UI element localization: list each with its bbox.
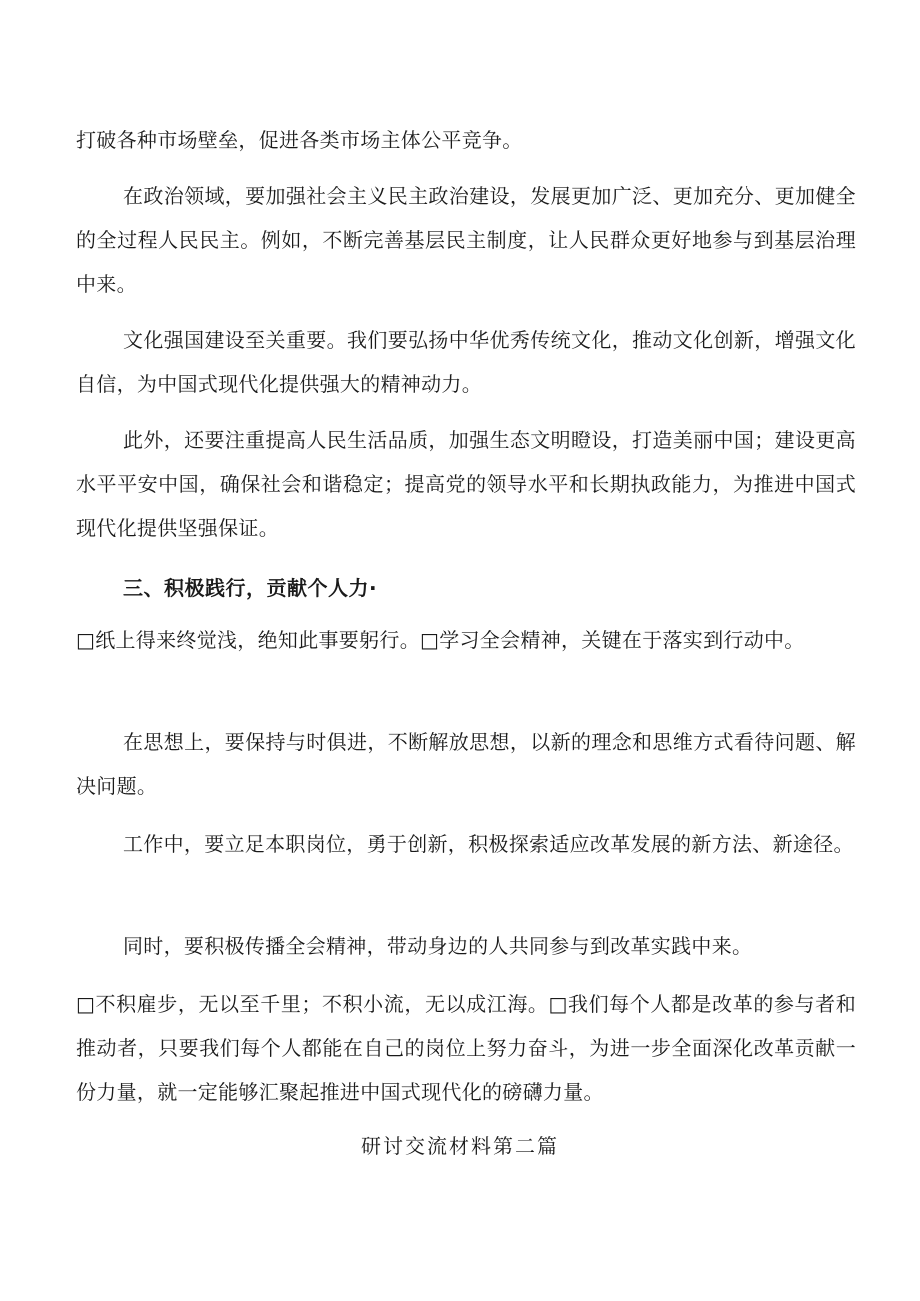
paragraph-practice: □纸上得来终觉浅，绝知此事要躬行。□学习全会精神，关键在于落实到行动中。	[76, 628, 805, 652]
paragraph-accumulate: □不积雇步，无以至千里；不积小流，无以成江海。□我们每个人都是改革的参与者和推动者，只要我们每个人都能在自己的岗位上努力奋斗，为进一步全面深化改革贡献一份力量，就一定能够汇聚起推进中国式现代化的磅礴力量。	[76, 992, 856, 1104]
paragraph-thinking: 在思想上，要保持与时俱进，不断解放思想，以新的理念和思维方式看待问题、解决问题。	[76, 730, 856, 798]
paragraph-spread: 同时，要积极传播全会精神，带动身边的人共同参与到改革实践中来。	[123, 934, 753, 958]
paragraph-market-competition: 打破各种市场壁垒，促进各类市场主体公平竞争。	[76, 128, 523, 152]
paragraph-cultural-power: 文化强国建设至关重要。我们要弘扬中华优秀传统文化，推动文化创新，增强文化自信，为中国式现代化提供强大的精神动力。	[76, 328, 856, 396]
paragraph-political-field: 在政治领域，要加强社会主义民主政治建设，发展更加广泛、更加充分、更加健全的全过程人民民主。例如，不断完善基层民主制度，让人民群众更好地参与到基层治理中来。	[76, 184, 856, 296]
section-heading-three: 三、积极践行，贡献个人力·	[123, 576, 378, 600]
paragraph-work: 工作中，要立足本职岗位，勇于创新，积极探索适应改革发展的新方法、新途径。	[123, 832, 854, 856]
section-title-second: 研讨交流材料第二篇	[361, 1134, 559, 1158]
paragraph-furthermore: 此外，还要注重提高人民生活品质，加强生态文明瞪设，打造美丽中国；建设更高水平平安中国，确保社会和谐稳定；提高党的领导水平和长期执政能力，为推进中国式现代化提供坚强保证。	[76, 428, 856, 540]
